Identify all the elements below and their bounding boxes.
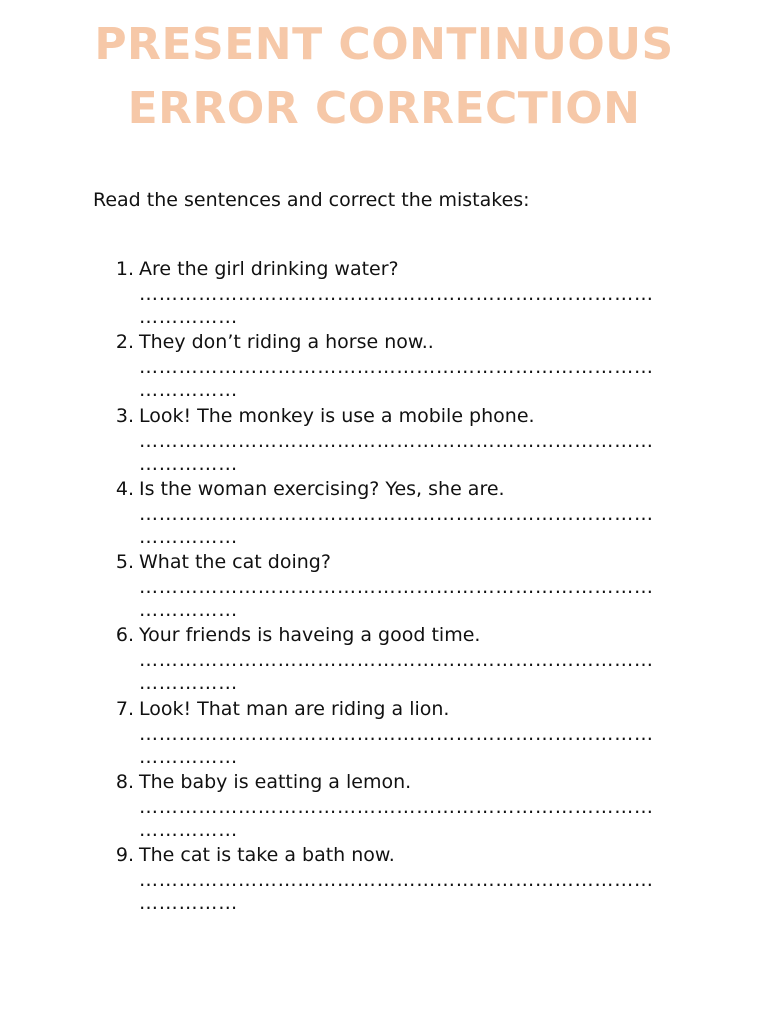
incorrect-sentence: The baby is eatting a lemon.: [139, 770, 412, 793]
item-number: 8.: [115, 770, 134, 793]
answer-dotted-line[interactable]: …………………………………………………………………………………: [139, 649, 654, 695]
answer-dotted-line[interactable]: …………………………………………………………………………………: [139, 869, 654, 914]
worksheet-title-line-2: ERROR CORRECTION: [127, 83, 641, 134]
exercise-item-6: [0, 621, 768, 694]
item-number: 6.: [115, 624, 134, 647]
answer-dotted-line[interactable]: …………………………………………………………………………………: [139, 722, 654, 768]
answer-dotted-line[interactable]: …………………………………………………………………………………: [139, 283, 654, 328]
exercise-item-2: [0, 328, 768, 401]
exercise-item-4: [0, 475, 768, 548]
exercise-item-8: [0, 768, 768, 841]
incorrect-sentence: Look! That man are riding a lion.: [139, 697, 450, 720]
incorrect-sentence: Is the woman exercising? Yes, she are.: [139, 477, 505, 500]
item-number: 5.: [115, 551, 134, 573]
exercise-item-7: [0, 695, 768, 768]
item-number: 2.: [115, 331, 134, 354]
answer-dotted-line[interactable]: …………………………………………………………………………………: [139, 502, 654, 548]
exercise-item-5: [0, 548, 768, 621]
incorrect-sentence: They don’t riding a horse now..: [139, 331, 434, 354]
exercise-list: [0, 255, 768, 914]
answer-dotted-line[interactable]: …………………………………………………………………………………: [139, 576, 654, 621]
incorrect-sentence: What the cat doing?: [139, 551, 331, 573]
exercise-item-9: [0, 841, 768, 914]
answer-dotted-line[interactable]: …………………………………………………………………………………: [139, 429, 654, 475]
incorrect-sentence: Look! The monkey is use a mobile phone.: [139, 404, 535, 427]
item-number: 7.: [115, 697, 134, 720]
item-number: 9.: [115, 844, 134, 866]
item-number: 1.: [115, 258, 134, 280]
instructions: Read the sentences and correct the mistakes:: [93, 189, 530, 211]
answer-dotted-line[interactable]: …………………………………………………………………………………: [139, 356, 654, 402]
answer-dotted-line[interactable]: …………………………………………………………………………………: [139, 795, 654, 841]
incorrect-sentence: Are the girl drinking water?: [139, 258, 399, 280]
exercise-item-1: [0, 255, 768, 328]
item-number: 4.: [115, 477, 134, 500]
incorrect-sentence: Your friends is haveing a good time.: [139, 624, 481, 647]
incorrect-sentence: The cat is take a bath now.: [139, 844, 395, 866]
exercise-item-3: [0, 402, 768, 475]
item-number: 3.: [115, 404, 134, 427]
worksheet-title-line-1: PRESENT CONTINUOUS: [94, 19, 674, 70]
